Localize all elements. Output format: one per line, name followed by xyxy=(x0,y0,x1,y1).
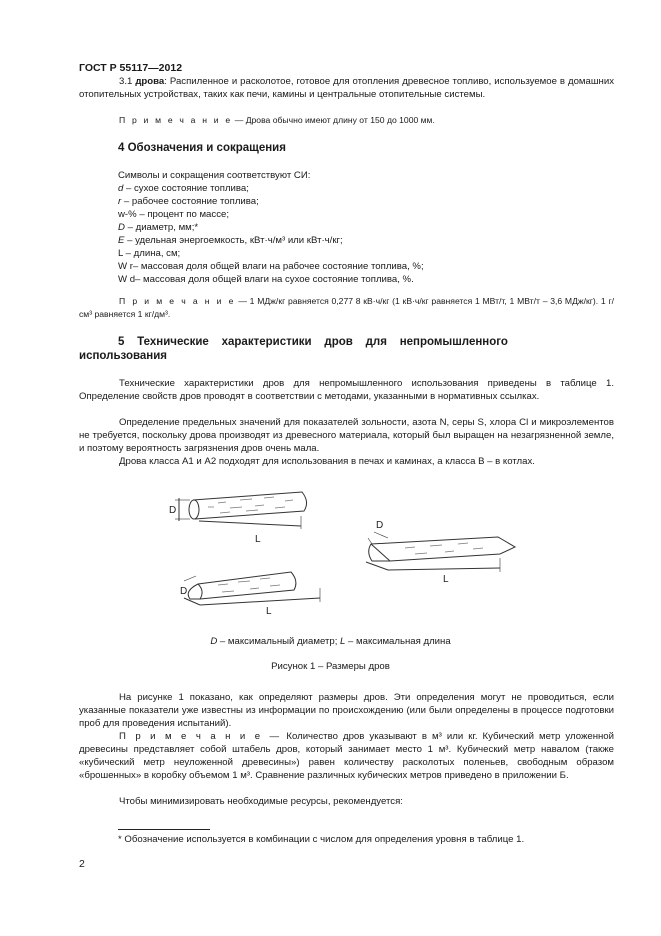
dimension-label-L: L xyxy=(443,574,449,585)
dimension-label-D: D xyxy=(180,586,188,597)
note-label: П р и м е ч а н и е — xyxy=(119,731,282,742)
footnote-divider xyxy=(118,829,210,830)
section-5-heading-line1: 5 Технические характеристики дров для непромышленного xyxy=(118,336,508,348)
list-item: L – длина, см; xyxy=(118,248,181,259)
note-label: П р и м е ч а н и е xyxy=(119,296,236,306)
note-label: П р и м е ч а н и е xyxy=(119,115,233,125)
clause-number: 3.1 xyxy=(119,76,133,87)
note-quantity xyxy=(79,730,614,782)
list-item: D – диаметр, мм;* xyxy=(118,222,199,233)
footnote: * Обозначение используется в комбинации с числом для определения уровня в таблице 1. xyxy=(118,834,525,845)
symbols-list xyxy=(118,169,424,286)
section-5-paragraph-2: Определение предельных значений для показателей зольности, азота N, серы S, хлора Cl и микроэлементов не требуется, поскольку дрова производят из древесного материала, который был выращен на незагрязненной земле, и поэтому вероятность загрязнения дров очень мала. xyxy=(79,417,614,454)
list-item: d – сухое состояние топлива; xyxy=(118,183,249,194)
figure-legend: D – максимальный диаметр; L – максимальная длина xyxy=(210,636,451,647)
symbol: r xyxy=(118,196,122,207)
paragraph-dimensions: На рисунке 1 показано, как определяют размеры дров. Эти определения могут не проводиться, если указанные показатели уже известны из информации по происхождению (или были определены в процессе подготовки проб для проведения испытаний). xyxy=(79,692,614,729)
page-number: 2 xyxy=(79,858,85,870)
symbols-intro: Символы и сокращения соответствуют СИ: xyxy=(118,170,311,181)
section-5-paragraph-3: Дрова класса А1 и А2 подходят для использования в печах и каминах, а класса В – в котлах. xyxy=(119,456,535,467)
figure-caption: Рисунок 1 – Размеры дров xyxy=(271,661,390,672)
note-text: — 1 МДж/кг равняется 0,277 8 кВ·ч/кг (1 кВ·ч/кг равняется 1 МВт/т, 1 МВт/т – 3,6 МДж/кг). 1 г/см³ равняется 1 кг/дм³. xyxy=(79,296,614,319)
paragraph-recommendation: Чтобы минимизировать необходимые ресурсы, рекомендуется: xyxy=(119,796,403,807)
list-item: w-% – процент по массе; xyxy=(118,209,229,220)
term: дрова xyxy=(135,76,165,87)
log-split-drawing xyxy=(366,532,515,572)
note-units xyxy=(79,295,614,321)
section-4-heading: 4 Обозначения и сокращения xyxy=(118,142,286,154)
list-item: W d– массовая доля общей влаги на сухое состояние топлива, %. xyxy=(118,274,414,285)
note-text: Количество дров указывают в м³ или кг. Кубический метр уложенной древесины представляет собой штабель дров, который занимает место 1 м³. Кубический метр навалом (также «кубический метр неуложенной древесины») равен количеству расколотых поленьев, свободным образом «брошенных» в коробку объемом 1 м³. Сравнение различных кубических метров приведено в приложении Б. xyxy=(79,731,614,781)
definition-firewood xyxy=(79,75,614,101)
section-5-paragraph-1: Технические характеристики дров для непромышленного использования приведены в таблице 1. Определение свойств дров проводят в соответствии с методами, указанными в нормативных ссылках. xyxy=(79,378,614,402)
dimension-label-L: L xyxy=(255,534,261,545)
symbol: E xyxy=(118,235,125,246)
dimension-label-L: L xyxy=(266,606,272,617)
standard-number: ГОСТ Р 55117—2012 xyxy=(79,62,183,74)
log-round-drawing xyxy=(175,492,307,529)
term-definition: : Распиленное и расколотое, готовое для отопления древесное топливо, используемое в домашних отопительных устройствах, таких как печи, камины и центральные отопительные системы. xyxy=(79,76,614,100)
section-5-heading-line2: использования xyxy=(79,350,168,362)
list-item: r – рабочее состояние топлива; xyxy=(118,196,259,207)
list-item: E – удельная энергоемкость, кВт·ч/м³ или кВт·ч/кг; xyxy=(118,235,343,246)
dimension-label-D: D xyxy=(169,505,177,516)
figure-log-dimensions xyxy=(160,488,530,623)
log-half-drawing xyxy=(184,572,320,605)
note-text: — Дрова обычно имеют длину от 150 до 1000 мм. xyxy=(232,115,435,125)
symbol: d xyxy=(118,183,124,194)
list-item: W r– массовая доля общей влаги на рабочее состояние топлива, %; xyxy=(118,261,424,272)
symbol: D xyxy=(118,222,125,233)
dimension-label-D: D xyxy=(376,520,384,531)
note-length xyxy=(79,114,614,127)
